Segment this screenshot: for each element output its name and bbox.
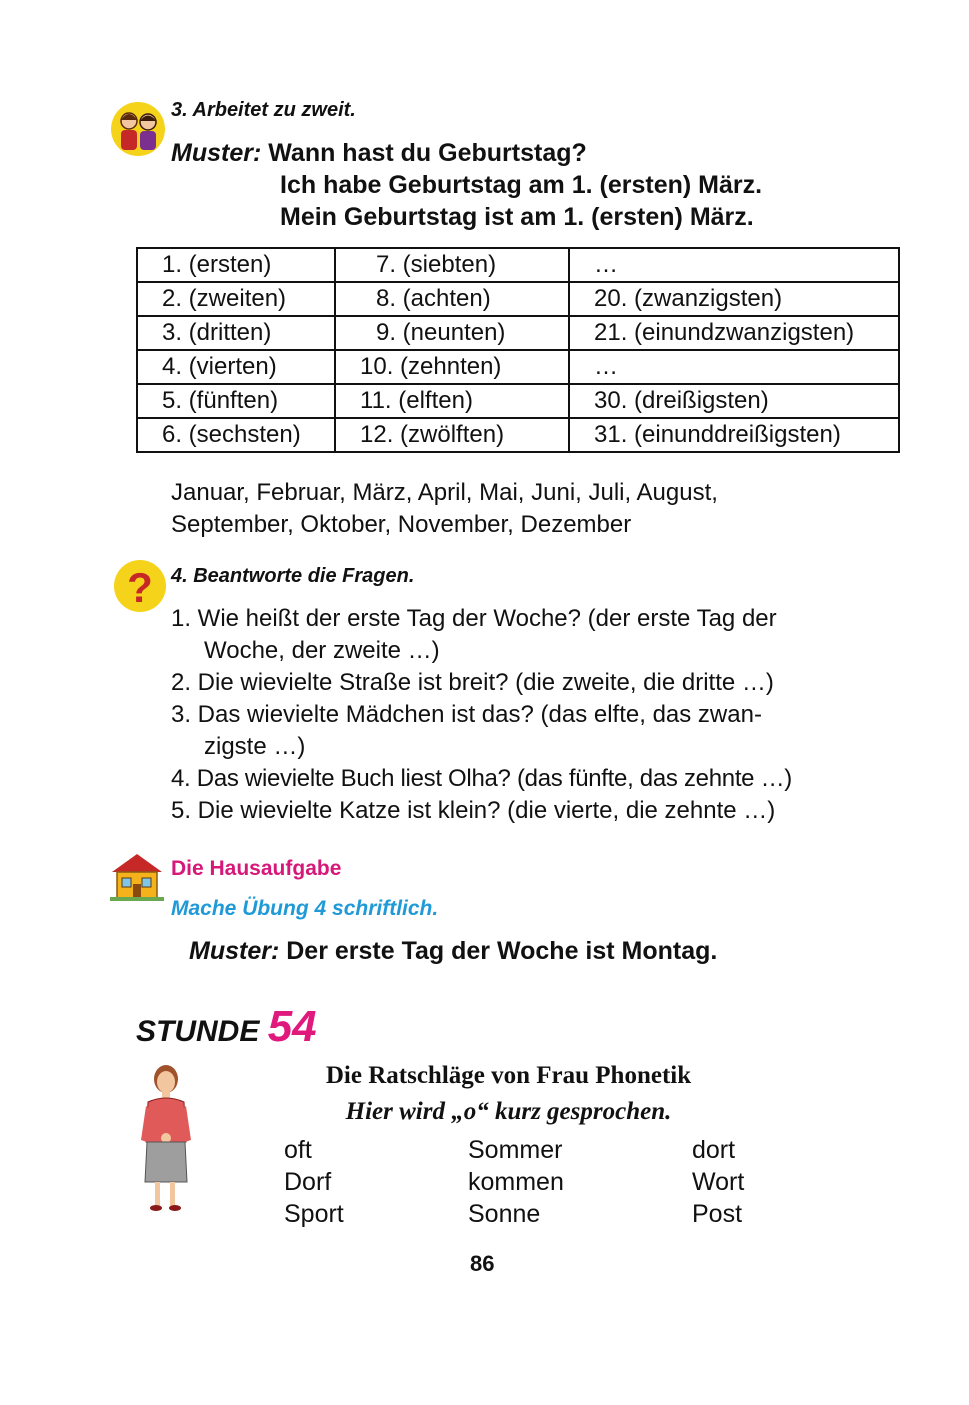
muster-label: Muster: [189,937,280,965]
lesson-number: 54 [267,1002,317,1051]
table-row [137,418,899,452]
table-cell: 7. (siebten) [335,248,569,282]
homework-muster [189,937,717,966]
table-cell: 8. (achten) [335,282,569,316]
exercise-3-muster-line-1 [171,139,587,168]
question-mark-icon [112,558,168,614]
question-4: 4. Das wievielte Buch liest Olha? (das fünfte, das zehnte …) [171,765,792,792]
table-row [137,384,899,418]
table-cell: 6. (sechsten) [137,418,335,452]
question-2: 2. Die wievielte Straße ist breit? (die zweite, die dritte …) [171,669,774,696]
phonetics-subtitle: Hier wird „o“ kurz gesprochen. [345,1098,672,1125]
months-line-2: September, Oktober, November, Dezember [171,511,632,538]
table-cell: 21. (einundzwanzigsten) [569,316,899,350]
exercise-3-title: 3. Arbeitet zu zweit. [171,99,356,121]
word: oft [284,1136,312,1164]
pair-work-icon [110,100,166,158]
table-row [137,316,899,350]
table-cell: … [569,350,899,384]
exercise-3-muster-line-2: Ich habe Geburtstag am 1. (ersten) März. [280,171,763,199]
table-cell: 2. (zweiten) [137,282,335,316]
lesson-heading [136,1002,317,1052]
word: Sommer [468,1136,563,1164]
lesson-label: STUNDE [136,1015,260,1048]
table-cell: 5. (fünften) [137,384,335,418]
word: dort [692,1136,736,1164]
svg-text:?: ? [127,564,153,611]
homework-muster-text: Der erste Tag der Woche ist Montag. [286,937,718,965]
phonetics-title: Die Ratschläge von Frau Phonetik [325,1062,692,1089]
word: Sonne [468,1200,541,1228]
house-icon [108,850,166,902]
teacher-figure [138,1062,194,1214]
homework-task: Mache Übung 4 schriftlich. [171,897,439,920]
word: Post [692,1200,743,1228]
question-3-continued: zigste …) [204,733,306,760]
word: Sport [284,1200,344,1228]
table-row [137,282,899,316]
table-cell: 11. (elften) [335,384,569,418]
word: Dorf [284,1168,332,1196]
exercise-4-title: 4. Beantworte die Fragen. [171,565,415,587]
table-cell: … [569,248,899,282]
table-cell: 30. (dreißigsten) [569,384,899,418]
table-cell: 3. (dritten) [137,316,335,350]
homework-title: Die Hausaufgabe [171,857,342,880]
question-5: 5. Die wievielte Katze ist klein? (die vierte, die zehnte …) [171,797,776,824]
muster-label: Muster: [171,139,262,167]
question-3: 3. Das wievielte Mädchen ist das? (das elfte, das zwan- [171,701,762,728]
table-cell: 31. (einunddreißigsten) [569,418,899,452]
table-row [137,248,899,282]
question-1: 1. Wie heißt der erste Tag der Woche? (der erste Tag der [171,605,777,632]
table-cell: 9. (neunten) [335,316,569,350]
ordinal-table [136,247,900,453]
question-1-continued: Woche, der zweite …) [204,637,440,664]
word: Wort [692,1168,745,1196]
table-cell: 1. (ersten) [137,248,335,282]
table-cell: 4. (vierten) [137,350,335,384]
page-number: 86 [470,1251,495,1276]
table-row [137,350,899,384]
muster-question: Wann hast du Geburtstag? [268,139,587,167]
word: kommen [468,1168,564,1196]
table-cell: 12. (zwölften) [335,418,569,452]
exercise-3-muster-line-3: Mein Geburtstag ist am 1. (ersten) März. [280,203,754,231]
months-line-1: Januar, Februar, März, April, Mai, Juni, Juli, August, [171,479,718,506]
table-cell: 10. (zehnten) [335,350,569,384]
table-cell: 20. (zwanzigsten) [569,282,899,316]
